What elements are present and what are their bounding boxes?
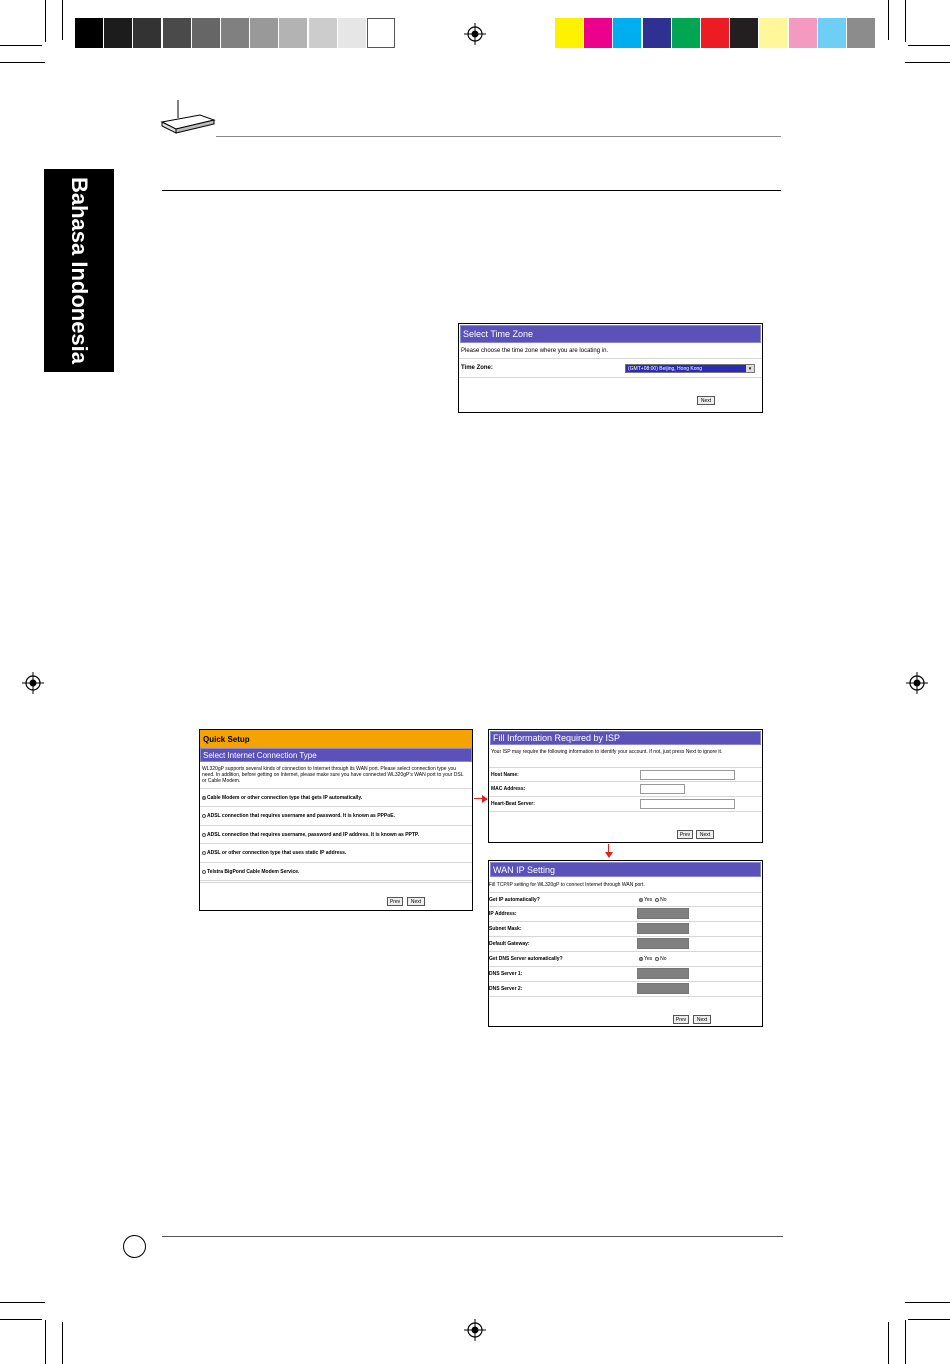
page-number-circle bbox=[123, 1235, 146, 1258]
isp-field-input[interactable] bbox=[640, 784, 685, 794]
process-swatch bbox=[613, 18, 641, 48]
wan-ip-intro: Fill TCP/IP setting for WL320gP to connect Internet through WAN port. bbox=[489, 882, 645, 888]
wan-disabled-input[interactable] bbox=[637, 983, 689, 994]
quick-setup-prev-button[interactable]: Prev bbox=[387, 897, 403, 906]
yes-no-radio-group[interactable] bbox=[639, 897, 667, 903]
connection-type-option-label: ADSL connection that requires username, password and IP address. It is known as PPTP. bbox=[207, 831, 420, 838]
no-label: No bbox=[660, 897, 667, 903]
isp-field-input[interactable] bbox=[640, 770, 735, 780]
isp-field-label: MAC Address: bbox=[491, 786, 526, 792]
grayscale-swatch bbox=[279, 18, 307, 48]
time-zone-panel bbox=[458, 323, 763, 413]
wan-setting-row bbox=[489, 967, 762, 982]
wan-setting-label: Get DNS Server automatically? bbox=[489, 956, 563, 962]
process-swatch bbox=[643, 18, 671, 48]
registration-mark-right bbox=[906, 672, 928, 694]
grayscale-swatch bbox=[75, 18, 103, 48]
wan-disabled-input[interactable] bbox=[637, 938, 689, 949]
wan-setting-row bbox=[489, 982, 762, 997]
wan-setting-label: IP Address: bbox=[489, 911, 517, 917]
radio-icon[interactable] bbox=[202, 814, 206, 818]
wan-setting-label: Default Gateway: bbox=[489, 941, 530, 947]
connection-type-option[interactable] bbox=[200, 808, 472, 826]
time-zone-next-button[interactable]: Next bbox=[697, 396, 715, 405]
time-zone-select-value: (GMT+08:00) Beijing, Hong Kong bbox=[628, 365, 703, 372]
process-swatch bbox=[584, 18, 612, 48]
connection-type-option-label: ADSL connection that requires username and password. It is known as PPPoE. bbox=[207, 813, 396, 819]
wan-setting-label: DNS Server 1: bbox=[489, 971, 523, 977]
registration-mark-top bbox=[464, 23, 486, 45]
wan-setting-row bbox=[489, 952, 762, 967]
process-swatch bbox=[789, 18, 817, 48]
connection-type-option[interactable] bbox=[200, 845, 472, 863]
grayscale-swatch bbox=[309, 18, 337, 48]
wan-prev-button[interactable]: Prev bbox=[673, 1015, 689, 1024]
no-label: No bbox=[660, 956, 667, 962]
grayscale-swatch bbox=[104, 18, 132, 48]
wan-ip-panel bbox=[488, 860, 763, 1027]
connection-type-intro: WL320gP supports several kinds of connection to Internet through its WAN port. Please select connection type you need. In addition, before getting on Internet, please make sure you have connected WL320gP's WAN port to your DSL or Cable Modem. bbox=[202, 766, 464, 784]
isp-field-label: Heart-Beat Server: bbox=[491, 801, 535, 807]
radio-icon[interactable] bbox=[639, 957, 643, 961]
wan-setting-label: Subnet Mask: bbox=[489, 926, 522, 932]
connection-type-title: Select Internet Connection Type bbox=[200, 748, 472, 762]
connection-type-option-label: Cable Modem or other connection type that gets IP automatically. bbox=[207, 794, 363, 801]
process-swatch bbox=[555, 18, 583, 48]
process-swatch bbox=[730, 18, 758, 48]
radio-icon[interactable] bbox=[639, 898, 643, 902]
header-rule bbox=[216, 136, 781, 137]
radio-icon[interactable] bbox=[202, 833, 206, 837]
time-zone-label: Time Zone: bbox=[461, 365, 493, 371]
isp-field-row bbox=[489, 797, 762, 812]
wan-disabled-input[interactable] bbox=[637, 908, 689, 919]
process-swatch bbox=[847, 18, 875, 48]
quick-setup-panel bbox=[199, 729, 473, 911]
radio-icon[interactable] bbox=[655, 957, 659, 961]
radio-icon[interactable] bbox=[202, 851, 206, 855]
wan-setting-row bbox=[489, 937, 762, 952]
grayscale-swatch bbox=[192, 18, 220, 48]
radio-icon[interactable] bbox=[202, 796, 206, 800]
connection-type-option[interactable] bbox=[200, 826, 472, 844]
connection-type-option[interactable] bbox=[200, 789, 472, 807]
wan-setting-label: Get IP automatically? bbox=[489, 896, 540, 903]
radio-icon[interactable] bbox=[202, 870, 206, 874]
process-swatch bbox=[701, 18, 729, 48]
isp-next-button[interactable]: Next bbox=[696, 830, 714, 839]
grayscale-swatch bbox=[367, 18, 395, 48]
radio-icon[interactable] bbox=[655, 898, 659, 902]
grayscale-swatch bbox=[163, 18, 191, 48]
router-icon bbox=[160, 98, 216, 136]
isp-info-title: Fill Information Required by ISP bbox=[490, 731, 761, 745]
isp-prev-button[interactable]: Prev bbox=[677, 830, 693, 839]
wan-setting-label: DNS Server 2: bbox=[489, 986, 523, 992]
language-side-tab bbox=[44, 169, 114, 372]
grayscale-swatch bbox=[221, 18, 249, 48]
time-zone-intro: Please choose the time zone where you are locating in. bbox=[461, 348, 609, 354]
yes-label: Yes bbox=[644, 897, 653, 903]
registration-mark-bottom bbox=[464, 1319, 486, 1341]
connection-type-option-label: ADSL or other connection type that uses static IP address. bbox=[207, 850, 347, 856]
process-swatch bbox=[818, 18, 846, 48]
isp-field-row bbox=[489, 767, 762, 782]
process-swatch bbox=[759, 18, 787, 48]
time-zone-title: Select Time Zone bbox=[460, 325, 761, 343]
footer-rule bbox=[162, 1236, 783, 1237]
isp-field-label: Host Name: bbox=[491, 771, 519, 778]
grayscale-swatch bbox=[250, 18, 278, 48]
language-side-tab-label: Bahasa Indonesia bbox=[67, 176, 92, 365]
chevron-down-icon: ▾ bbox=[746, 365, 754, 372]
isp-info-panel bbox=[488, 729, 763, 843]
isp-info-intro: Your ISP may require the following information to identify your account. If not, just press Next to ignore it. bbox=[491, 749, 723, 755]
yes-label: Yes bbox=[644, 956, 653, 962]
wan-setting-row bbox=[489, 907, 762, 922]
grayscale-swatch bbox=[133, 18, 161, 48]
process-swatch bbox=[672, 18, 700, 48]
wan-disabled-input[interactable] bbox=[637, 968, 689, 979]
isp-field-input[interactable] bbox=[640, 799, 735, 809]
wan-next-button[interactable]: Next bbox=[693, 1015, 711, 1024]
time-zone-select[interactable] bbox=[625, 364, 755, 373]
quick-setup-next-button[interactable]: Next bbox=[407, 897, 425, 906]
wan-setting-row bbox=[489, 922, 762, 937]
wan-setting-row bbox=[489, 892, 762, 907]
quick-setup-header: Quick Setup bbox=[200, 730, 472, 748]
grayscale-swatch bbox=[338, 18, 366, 48]
wan-disabled-input[interactable] bbox=[637, 923, 689, 934]
registration-mark-left bbox=[22, 672, 44, 694]
wan-ip-title: WAN IP Setting bbox=[490, 862, 761, 877]
connection-type-option-label: Telstra BigPond Cable Modem Service. bbox=[207, 868, 300, 875]
section-rule bbox=[162, 190, 781, 191]
yes-no-radio-group[interactable] bbox=[639, 956, 667, 962]
isp-field-row bbox=[489, 782, 762, 797]
connection-type-option[interactable] bbox=[200, 863, 472, 881]
